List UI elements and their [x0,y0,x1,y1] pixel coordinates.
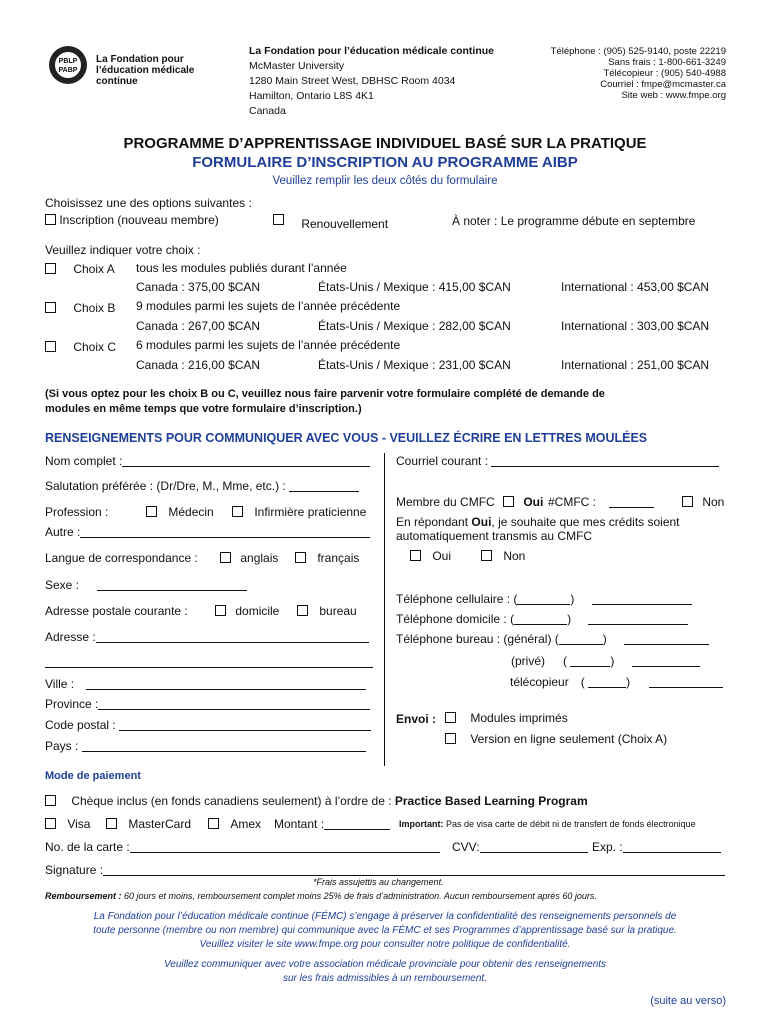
home-phone-field[interactable]: Téléphone domicile : ( ) [396,612,688,626]
delivery-label: Envoi : [396,712,437,726]
credits-text: En répondant Oui, je souhaite que mes crédits soient automatiquement transmis au CMFC [396,515,680,543]
payment-title: Mode de paiement [45,770,141,782]
credits-no-checkbox[interactable] [481,550,492,561]
expiry-field[interactable]: Exp. : [592,840,721,854]
home-number-input[interactable] [588,613,688,625]
options-prompt: Choisissez une des options suivantes : [45,196,252,210]
mailing-address: La Fondation pour l’éducation médicale continue McMaster University 1280 Main Street West, DBHSC Room 4034 Hamilton, Ontario L8S 4K1 Canada [249,45,495,117]
choice-b[interactable]: Choix B [45,301,115,315]
cfpc-no[interactable]: Non [682,495,724,509]
signature-input[interactable] [103,864,725,876]
postal-bureau[interactable]: bureau [297,604,357,618]
cvv-field[interactable]: CVV: [452,840,588,854]
payment-visa[interactable]: Visa [45,817,90,831]
cheque-checkbox[interactable] [45,795,56,806]
choice-c-checkbox[interactable] [45,341,56,352]
contact-info: Téléphone : (905) 525-9140, poste 22219 Sans frais : 1-800-661-3249 Télécopieur : (905) 540-4988 Courriel : fmpe@mcmaster.ca Site web : www.fmpe.org [550,46,726,101]
choice-b-checkbox[interactable] [45,302,56,313]
page-title: PROGRAMME D’APPRENTISSAGE INDIVIDUEL BASÉ SUR LA PRATIQUE [123,135,647,152]
fax-area-input[interactable] [588,676,626,688]
full-name-input[interactable] [122,455,370,467]
private-phone-field[interactable]: (privé) ( ) [511,654,700,668]
country-field[interactable]: Pays : [45,739,366,753]
choice-prompt: Veuillez indiquer votre choix : [45,243,201,257]
org-name: La Fondation pour l’éducation médicale continue [96,54,195,87]
bc-note: (Si vous optez pour les choix B ou C, veuillez nous faire parvenir votre formulaire complété de demande de modules en même temps que votre formulaire d’inscription.) [45,388,605,415]
medecin-checkbox[interactable] [146,506,157,517]
continued-overleaf: (suite au verso) [650,995,726,1007]
signature-field[interactable]: Signature : [45,863,725,877]
email-field[interactable]: Courriel courant : [396,454,719,468]
email-input[interactable] [491,455,719,467]
address-line2-input[interactable] [45,656,373,668]
domicile-checkbox[interactable] [215,605,226,616]
choice-c-canada: Canada : 216,00 $CAN [136,358,261,372]
city-field[interactable]: Ville : [45,677,366,691]
english-checkbox[interactable] [220,552,231,563]
salutation-field[interactable]: Salutation préférée : (Dr/Dre, M., Mme, etc.) : [45,479,359,493]
payment-cheque[interactable]: Chèque inclus (en fonds canadiens seulement) à l’ordre de : Practice Based Learning Program [45,794,588,808]
card-number-field[interactable]: No. de la carte : [45,840,440,854]
delivery-online[interactable]: Version en ligne seulement (Choix A) [445,732,667,746]
choice-b-intl: International : 303,00 $CAN [561,319,710,333]
cfpc-yes-checkbox[interactable] [503,496,514,507]
logo-text-bottom: PABP [58,67,78,74]
lang-english[interactable]: anglais [220,551,278,565]
refund-note: Remboursement : 60 jours et moins, remboursement complet moins 25% de frais d’administration. Aucun remboursement après 60 jours. [45,891,597,901]
fmpe-logo [49,46,87,84]
online-checkbox[interactable] [445,733,456,744]
private-area-input[interactable] [570,655,610,667]
postal-address-label: Adresse postale courante : [45,604,188,618]
amount-input[interactable] [324,818,390,830]
sex-input[interactable] [97,579,247,591]
profession-medecin[interactable]: Médecin [146,505,214,519]
choice-c-intl: International : 251,00 $CAN [561,358,710,372]
credits-yes-checkbox[interactable] [410,550,421,561]
choice-a-us: États-Unis / Mexique : 415,00 $CAN [318,280,511,294]
office-phone-field[interactable]: Téléphone bureau : (général) ( ) [396,632,709,646]
cfpc-number-field[interactable]: #CMFC : [548,495,654,509]
visa-checkbox[interactable] [45,818,56,829]
cell-phone-field[interactable]: Téléphone cellulaire : ( ) [396,592,692,606]
profession-label: Profession : [45,505,109,519]
choice-a[interactable]: Choix A [45,262,115,276]
other-profession-input[interactable] [80,526,370,538]
profession-infirmiere[interactable]: Infirmière praticienne [232,505,366,519]
amex-checkbox[interactable] [208,818,219,829]
choice-c[interactable]: Choix C [45,340,116,354]
choice-c-us: États-Unis / Mexique : 231,00 $CAN [318,358,511,372]
sex-field[interactable]: Sexe : [45,578,247,592]
salutation-input[interactable] [289,480,359,492]
private-number-input[interactable] [632,655,700,667]
cell-number-input[interactable] [592,593,692,605]
address-line2[interactable] [45,655,373,669]
tax-note: *Frais assujettis au changement. [313,877,444,887]
choice-b-desc: 9 modules parmi les sujets de l’année précédente [136,299,401,313]
cfpc-no-checkbox[interactable] [682,496,693,507]
choice-b-us: États-Unis / Mexique : 282,00 $CAN [318,319,511,333]
cfpc-yes[interactable]: Oui [503,495,543,509]
fax-number-input[interactable] [649,676,723,688]
other-profession-field[interactable]: Autre : [45,525,370,539]
association-note: Veuillez communiquer avec votre association médicale provinciale pour obtenir des renseignements sur les frais admissibles à un remboursement. [163,959,607,984]
printed-checkbox[interactable] [445,712,456,723]
full-name-field[interactable]: Nom complet : [45,454,370,468]
payment-amex[interactable]: Amex [208,817,261,831]
choice-a-desc: tous les modules publiés durant l’année [136,261,347,275]
form-note: Veuillez remplir les deux côtés du formulaire [272,175,498,187]
cvv-input[interactable] [480,841,588,853]
amount-field[interactable]: Montant : [274,817,390,831]
payment-mastercard[interactable]: MasterCard [106,817,191,831]
choice-a-canada: Canada : 375,00 $CAN [136,280,261,294]
renewal-checkbox[interactable] [273,214,284,225]
choice-c-desc: 6 modules parmi les sujets de l’année précédente [136,338,401,352]
cfpc-member-label: Membre du CMFC [396,495,495,509]
option-new-member[interactable]: Inscription (nouveau membre) [45,213,219,227]
lang-french[interactable]: français [295,551,359,565]
expiry-input[interactable] [623,841,721,853]
form-title: FORMULAIRE D’INSCRIPTION AU PROGRAMME AIBP [192,154,578,171]
cell-area-input[interactable] [517,593,570,605]
choice-a-intl: International : 453,00 $CAN [561,280,710,294]
choice-a-checkbox[interactable] [45,263,56,274]
new-member-checkbox[interactable] [45,214,56,225]
postal-code-field[interactable]: Code postal : [45,718,371,732]
home-area-input[interactable] [514,613,567,625]
logo-text-top: PBLP [58,58,78,65]
choice-b-canada: Canada : 267,00 $CAN [136,319,261,333]
important-note: Important: Pas de visa carte de débit ni de transfert de fonds électronique [399,819,696,829]
province-field[interactable]: Province : [45,697,370,711]
city-input[interactable] [86,678,366,690]
postal-domicile[interactable]: domicile [215,604,279,618]
mastercard-checkbox[interactable] [106,818,117,829]
office-area-input[interactable] [559,633,603,645]
office-number-input[interactable] [624,633,709,645]
card-number-input[interactable] [130,841,440,853]
start-note: À noter : Le programme débute en septembre [452,214,696,228]
address-input[interactable] [96,631,369,643]
fax-field[interactable]: télécopieur ( ) [510,675,723,689]
cfpc-number-input[interactable] [609,496,654,508]
column-divider [384,453,385,766]
credits-no[interactable]: Non [481,549,525,563]
infirmiere-checkbox[interactable] [232,506,243,517]
country-input[interactable] [82,740,366,752]
option-renewal[interactable]: Renouvellement [273,213,388,227]
privacy-statement: La Fondation pour l’éducation médicale continue (FÉMC) s’engage à préserver la confidentialité des renseignements personnels de toute personne (membre ou non membre) qui communique avec la FÉMC et ses Programmes d’apprentissage basé sur la pratique. Veuillez visiter le site www.fmpe.org pour consulter notre politique de confidentialité. [93,911,677,950]
address-field[interactable]: Adresse : [45,630,369,644]
french-checkbox[interactable] [295,552,306,563]
language-label: Langue de correspondance : [45,551,198,565]
credits-yes[interactable]: Oui [410,549,451,563]
province-input[interactable] [98,698,370,710]
bureau-checkbox[interactable] [297,605,308,616]
delivery-printed[interactable]: Modules imprimés [445,711,568,725]
contact-section-title: RENSEIGNEMENTS POUR COMMUNIQUER AVEC VOUS - VEUILLEZ ÉCRIRE EN LETTRES MOULÉES [45,431,648,445]
postal-code-input[interactable] [119,719,371,731]
